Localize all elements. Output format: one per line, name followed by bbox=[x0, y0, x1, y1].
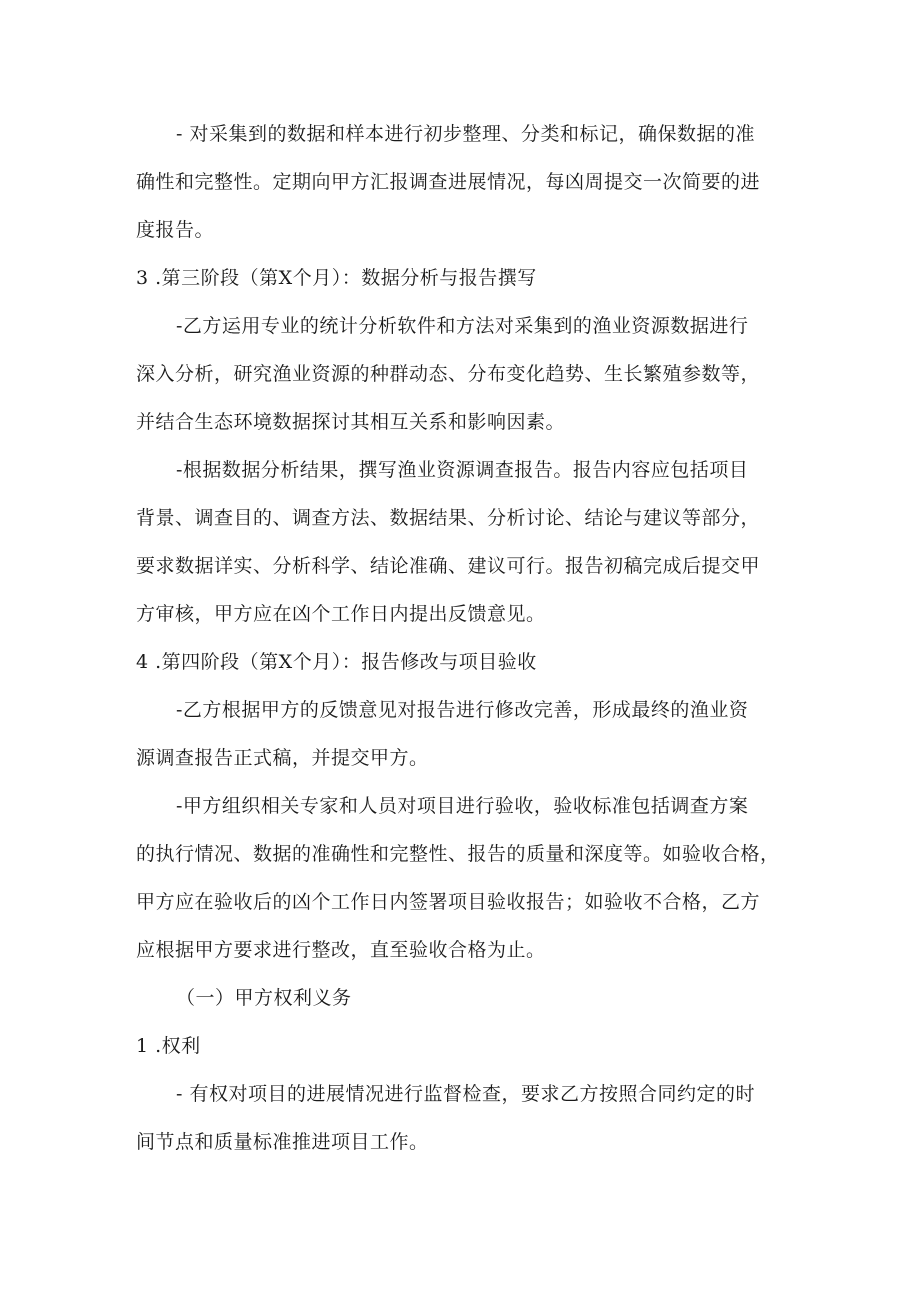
paragraph-line: 源调查报告正式稿，并提交甲方。 bbox=[136, 747, 429, 769]
paragraph-line: 方审核，甲方应在凶个工作日内提出反馈意见。 bbox=[136, 603, 546, 625]
subsection-heading: （一）甲方权利义务 bbox=[176, 987, 352, 1009]
paragraph-line: 确性和完整性。定期向甲方汇报调查进展情况，每凶周提交一次简要的进 bbox=[136, 171, 761, 193]
paragraph-line: 要求数据详实、分析科学、结论准确、建议可行。报告初稿完成后提交甲 bbox=[136, 555, 761, 577]
section-heading: 3 .第三阶段（第X个月）：数据分析与报告撰写 bbox=[136, 267, 537, 289]
section-heading: 4 .第四阶段（第X个月）：报告修改与项目验收 bbox=[136, 651, 537, 673]
subsection-heading: 1 .权利 bbox=[136, 1035, 201, 1057]
paragraph-line: - 有权对项目的进展情况进行监督检查，要求乙方按照合同约定的时 bbox=[176, 1083, 755, 1105]
paragraph-line: 甲方应在验收后的凶个工作日内签署项目验收报告；如验收不合格，乙方 bbox=[136, 891, 761, 913]
paragraph-line: -甲方组织相关专家和人员对项目进行验收，验收标准包括调查方案 bbox=[176, 795, 749, 817]
paragraph-line: 度报告。 bbox=[136, 219, 215, 241]
paragraph-line: 并结合生态环境数据探讨其相互关系和影响因素。 bbox=[136, 411, 566, 433]
paragraph-line: 的执行情况、数据的准确性和完整性、报告的质量和深度等。如验收合格， bbox=[136, 843, 780, 865]
paragraph-line: 背景、调查目的、调查方法、数据结果、分析讨论、结论与建议等部分， bbox=[136, 507, 761, 529]
paragraph-line: -根据数据分析结果，撰写渔业资源调查报告。报告内容应包括项目 bbox=[176, 459, 749, 481]
paragraph-line: 应根据甲方要求进行整改，直至验收合格为止。 bbox=[136, 939, 546, 961]
paragraph-line: -乙方运用专业的统计分析软件和方法对采集到的渔业资源数据进行 bbox=[176, 315, 749, 337]
paragraph-line: 深入分析，研究渔业资源的种群动态、分布变化趋势、生长繁殖参数等， bbox=[136, 363, 761, 385]
paragraph-line: 间节点和质量标准推进项目工作。 bbox=[136, 1131, 429, 1153]
paragraph-line: - 对采集到的数据和样本进行初步整理、分类和标记，确保数据的准 bbox=[176, 123, 755, 145]
paragraph-line: -乙方根据甲方的反馈意见对报告进行修改完善，形成最终的渔业资 bbox=[176, 699, 749, 721]
